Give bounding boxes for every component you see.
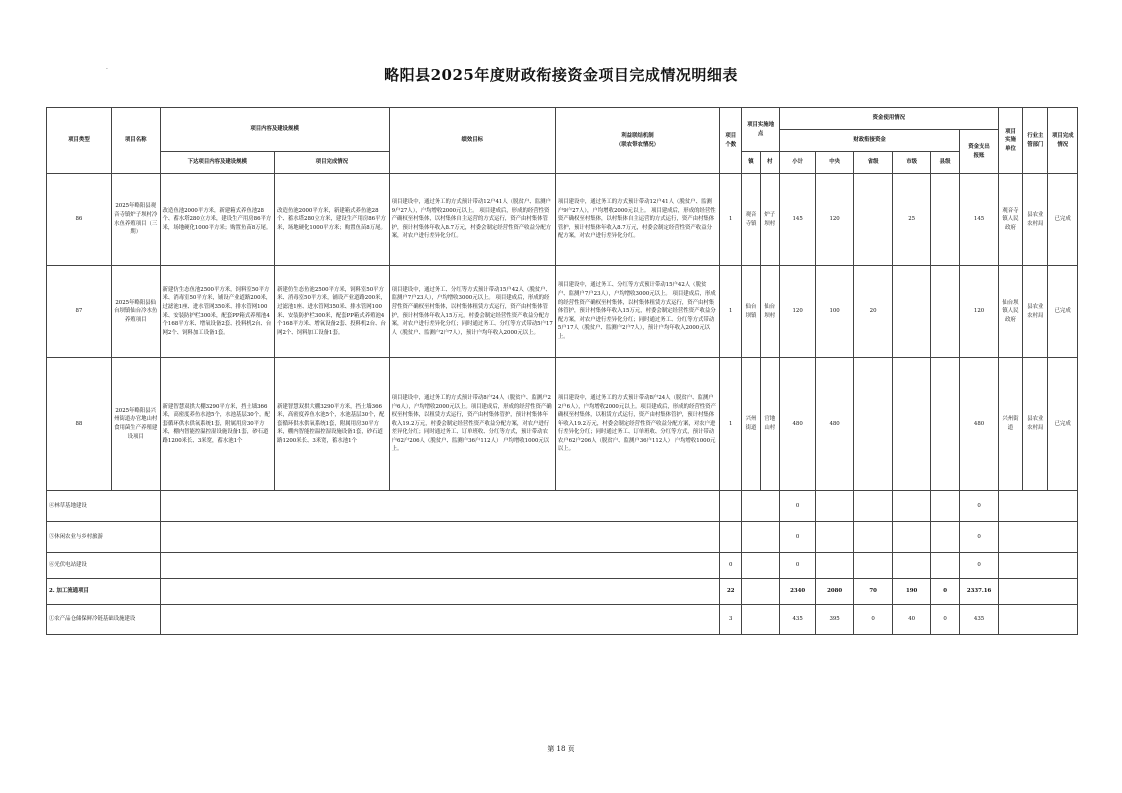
- row-type: 86: [47, 174, 112, 266]
- row-central: 480: [816, 358, 854, 491]
- row-town: 观音寺镇: [742, 174, 760, 266]
- row-unit: 观音寺镇人民政府: [998, 174, 1022, 266]
- row-name: 2025年略阳县兴州街道办官地山村食用菌生产养殖建设项目: [111, 358, 160, 491]
- row-spent: 145: [960, 174, 999, 266]
- row-province: [853, 522, 893, 553]
- row-type: 2. 加工流通项目: [47, 579, 161, 605]
- row-goal: 项目建设中，通过务工的方式预计带动8户24人（脱贫户、监测户2户6人），户均增收2000元以上。项目建成后，形成的经营性资产确权至村集体，以租赁方式运行，资产由村集体管护，预计村集体年收入19.2万元，村委会制定经营性资产收益分配方案，对农户进行差异化分红；同时通过务工、订单班收、分红等方式，预计带动农户62户206人（脱贫户、监测户36户112人） 户均增收1000元以上。: [389, 358, 555, 491]
- header-dept: 行业主 管部门: [1023, 108, 1048, 174]
- header-location-group: 项目实施地 点: [742, 108, 779, 152]
- row-blank: [742, 579, 779, 605]
- row-province: [853, 174, 893, 266]
- row-count: 3: [720, 605, 742, 635]
- row-province: 20: [853, 266, 893, 358]
- row-name: 2025年略阳县观音寺镇炉子坝村冷水鱼养殖项目（三期）: [111, 174, 160, 266]
- row-count: 1: [720, 358, 742, 491]
- row-province: 70: [853, 579, 893, 605]
- page-number: 第 18 页: [547, 745, 575, 753]
- row-spent: 0: [960, 522, 999, 553]
- row-blank: [998, 491, 1077, 522]
- page-title: 略阳县2025年度财政衔接资金项目完成情况明细表: [384, 66, 738, 84]
- row-blank: [998, 553, 1077, 579]
- row-province: [853, 553, 893, 579]
- row-count: 1: [720, 266, 742, 358]
- row-city: 40: [893, 605, 931, 635]
- row-spent: 480: [960, 358, 999, 491]
- table-row: [47, 266, 1078, 358]
- row-plan: 新建仿生态鱼池2500平方米，饲料室50平方米、消毒室50平方米，铺设产业道路200米，过滤池1座、进水管网350米、排水管网100米、安装防护栏300米，配套PP箱式养殖池4个168平方米、增氧设备2套、投料机2台、台网2个、饲料加工设备1套。: [160, 266, 275, 358]
- row-city: [893, 491, 931, 522]
- row-province: [853, 358, 893, 491]
- row-count: 22: [720, 579, 742, 605]
- row-status: 已完成: [1048, 266, 1078, 358]
- row-subtotal: 2340: [779, 579, 815, 605]
- row-blank: [742, 491, 779, 522]
- row-blank: [742, 605, 779, 635]
- header-fund-sub: 财政衔接资金: [779, 130, 959, 152]
- header-type: 项目类型: [47, 108, 112, 174]
- row-subtotal: 435: [779, 605, 815, 635]
- row-village: 仙台坝村: [760, 266, 779, 358]
- row-central: [816, 553, 854, 579]
- row-city: 190: [893, 579, 931, 605]
- row-central: [816, 522, 854, 553]
- scan-dot: ·: [106, 66, 108, 73]
- header-village: 村: [760, 152, 779, 174]
- row-type: ④林草基地建设: [47, 491, 161, 522]
- header-town: 镇: [742, 152, 760, 174]
- row-blank: [160, 605, 720, 635]
- row-province: [853, 491, 893, 522]
- row-type: ⑥光伏电站建设: [47, 553, 161, 579]
- table-row: [47, 491, 1078, 522]
- header-county: 县级: [930, 152, 959, 174]
- row-central: 2080: [816, 579, 854, 605]
- row-spent: 120: [960, 266, 999, 358]
- header-content-plan: 下达项目内容及建设规模: [160, 152, 275, 174]
- row-county: [930, 358, 959, 491]
- header-goal: 绩效目标: [389, 108, 555, 174]
- row-city: [893, 266, 931, 358]
- row-goal: 项目建设中，通过务工、分红等方式预计带动15户42人（脱贫户、监测户7户23人），户均增收3000元以上。 项目建成后，形成的经营性资产确权至村集体，以村集体租赁方式运行，资产由村集体管护，预计村集体年收入15万元，村委会制定经营性资产收益分配方案，对农户进行差异化分红；同时通过务工、分红等方式带动5户17人（脱贫户、监测户2户7人），预计户均年收入2000元以上。: [389, 266, 555, 358]
- row-subtotal: 145: [779, 174, 815, 266]
- row-city: [893, 522, 931, 553]
- header-province: 省级: [853, 152, 893, 174]
- header-unit: 项目 实施 单位: [998, 108, 1022, 174]
- row-goal: 项目建设中，通过务工的方式预计带动12户41人（脱贫户、监测户9户27人），户均增收2000元以上。 项目建成后，形成的经营性资产确权至村集体，以村集体自主运营的方式运行，资产由村集体管护，预计村集体年收入8.7万元，村委会制定经营性资产收益分配方案，对农户进行差异化分红。: [389, 174, 555, 266]
- row-subtotal: 120: [779, 266, 815, 358]
- row-subtotal: 0: [779, 491, 815, 522]
- project-detail-table: [46, 107, 1078, 635]
- row-blank: [160, 522, 720, 553]
- table-row: [47, 579, 1078, 605]
- row-spent: 435: [960, 605, 999, 635]
- row-count: 1: [720, 174, 742, 266]
- row-type: 87: [47, 266, 112, 358]
- row-count: [720, 491, 742, 522]
- row-dept: 县农业农村局: [1023, 266, 1048, 358]
- row-done: 新建智慧双拱大棚3290平方米，挡土墙366米，高密度养鱼水池5个，水池基层30个，配套循环供水供氧系统1套，附属用房30平方米，棚内智能控温控湿设施设备1套，砂石道路1200米长、3米宽，蓄水池1个: [275, 358, 390, 491]
- row-county: 0: [930, 605, 959, 635]
- row-subtotal: 480: [779, 358, 815, 491]
- row-spent: 0: [960, 553, 999, 579]
- row-central: 120: [816, 174, 854, 266]
- header-content-group: 项目内容及建设规模: [160, 108, 389, 152]
- row-unit: 兴州街道: [998, 358, 1022, 491]
- table-row: [47, 605, 1078, 635]
- row-status: 已完成: [1048, 174, 1078, 266]
- row-city: 25: [893, 174, 931, 266]
- table-row: [47, 553, 1078, 579]
- header-central: 中央: [816, 152, 854, 174]
- row-plan: 改造鱼池2000平方米，新建箱式养鱼池28个、蓄水塔280立方米，建设生产用房86平方米，场地硬化1000平方米；购置鱼苗8万尾。: [160, 174, 275, 266]
- row-blank: [998, 579, 1077, 605]
- row-spent: 2337.16: [960, 579, 999, 605]
- row-city: [893, 553, 931, 579]
- row-name: 2025年略阳县仙台坝镇仙台冷水鱼养殖项目: [111, 266, 160, 358]
- row-central: 395: [816, 605, 854, 635]
- table-row: [47, 358, 1078, 491]
- header-subtotal: 小计: [779, 152, 815, 174]
- row-done: 新建仿生态鱼池2500平方米，饲料室50平方米、消毒室50平方米，铺设产业道路200米，过滤池1座、进水管网350米、排水管网100米、安装防护栏300米，配套PP箱式养殖池4个168平方米、增氧设备2套、投料机2台、台网2个、饲料加工设备1套。: [275, 266, 390, 358]
- table-row: [47, 522, 1078, 553]
- header-mechanism: 利益联结机制 （联农带农情况）: [555, 108, 719, 174]
- row-blank: [998, 605, 1077, 635]
- row-blank: [998, 522, 1077, 553]
- row-count: [720, 522, 742, 553]
- row-county: [930, 174, 959, 266]
- header-content-done: 项目完成情况: [275, 152, 390, 174]
- table-row: [47, 174, 1078, 266]
- row-central: [816, 491, 854, 522]
- row-dept: 县农业农村局: [1023, 174, 1048, 266]
- row-subtotal: 0: [779, 522, 815, 553]
- row-mechanism: 项目建设中，通过务工、分红等方式预计带动15户42人（脱贫户、监测户7户23人），户均增收3000元以上。 项目建成后，形成的经营性资产确权至村集体，以村集体租赁方式运行，资产由村集体管护，预计村集体年收入15万元，村委会制定经营性资产收益分配方案，对农户进行差异化分红；同时通过务工、分红等方式带动5户17人（脱贫户、监测户2户7人），预计户均年收入2000元以上。: [555, 266, 719, 358]
- row-subtotal: 0: [779, 553, 815, 579]
- header-city: 市级: [893, 152, 931, 174]
- header-status: 项目完成 情况: [1048, 108, 1078, 174]
- row-blank: [160, 553, 720, 579]
- row-dept: 县农业农村局: [1023, 358, 1048, 491]
- row-central: 100: [816, 266, 854, 358]
- row-city: [893, 358, 931, 491]
- row-type: 88: [47, 358, 112, 491]
- row-type: ⑤休闲农业与乡村旅游: [47, 522, 161, 553]
- row-town: 兴州街道: [742, 358, 760, 491]
- header-spent: 资金支出 报账: [960, 130, 999, 174]
- row-province: 0: [853, 605, 893, 635]
- header-name: 项目名称: [111, 108, 160, 174]
- row-done: 改造鱼池2000平方米，新建箱式养鱼池28个、蓄水塔280立方米，建设生产用房86平方米，场地硬化1000平方米；购置鱼苗8万尾。: [275, 174, 390, 266]
- row-blank: [742, 522, 779, 553]
- row-blank: [160, 579, 720, 605]
- row-county: [930, 491, 959, 522]
- row-blank: [160, 491, 720, 522]
- row-village: 官地山村: [760, 358, 779, 491]
- row-type: ①农产品仓储保鲜冷链基础设施建设: [47, 605, 161, 635]
- row-town: 仙台坝镇: [742, 266, 760, 358]
- row-blank: [742, 553, 779, 579]
- row-county: [930, 266, 959, 358]
- row-count: 0: [720, 553, 742, 579]
- header-count: 项目 个数: [720, 108, 742, 174]
- row-plan: 新建智慧双拱大棚3290平方米，挡土墙366米，高密度养鱼水池5个，水池基层30个，配套循环供水供氧系统1套，附属用房30平方米，棚内智能控温控湿设施设备1套，砂石道路1200米长、3米宽，蓄水池1个: [160, 358, 275, 491]
- row-spent: 0: [960, 491, 999, 522]
- row-county: [930, 553, 959, 579]
- row-mechanism: 项目建设中，通过务工的方式预计带动8户24人（脱贫户、监测户2户6人），户均增收2000元以上。项目建成后，形成的经营性资产确权至村集体，以租赁方式运行，资产由村集体管护，预计村集体年收入19.2万元，村委会制定经营性资产收益分配方案，对农户进行差异化分红；同时通过务工、订单班收、分红等方式，预计带动农户62户206人（脱贫户、监测户36户112人） 户均增收1000元以上。: [555, 358, 719, 491]
- row-unit: 仙台坝镇人民政府: [998, 266, 1022, 358]
- row-village: 炉子坝村: [760, 174, 779, 266]
- row-county: 0: [930, 579, 959, 605]
- row-county: [930, 522, 959, 553]
- row-mechanism: 项目建设中，通过务工的方式预计带动12户41人（脱贫户、监测户9户27人），户均增收2000元以上。 项目建成后，形成的经营性资产确权至村集体，以村集体自主运营的方式运行，资产由村集体管护，预计村集体年收入8.7万元，村委会制定经营性资产收益分配方案，对农户进行差异化分红。: [555, 174, 719, 266]
- row-status: 已完成: [1048, 358, 1078, 491]
- header-fund-group: 资金使用情况: [779, 108, 998, 130]
